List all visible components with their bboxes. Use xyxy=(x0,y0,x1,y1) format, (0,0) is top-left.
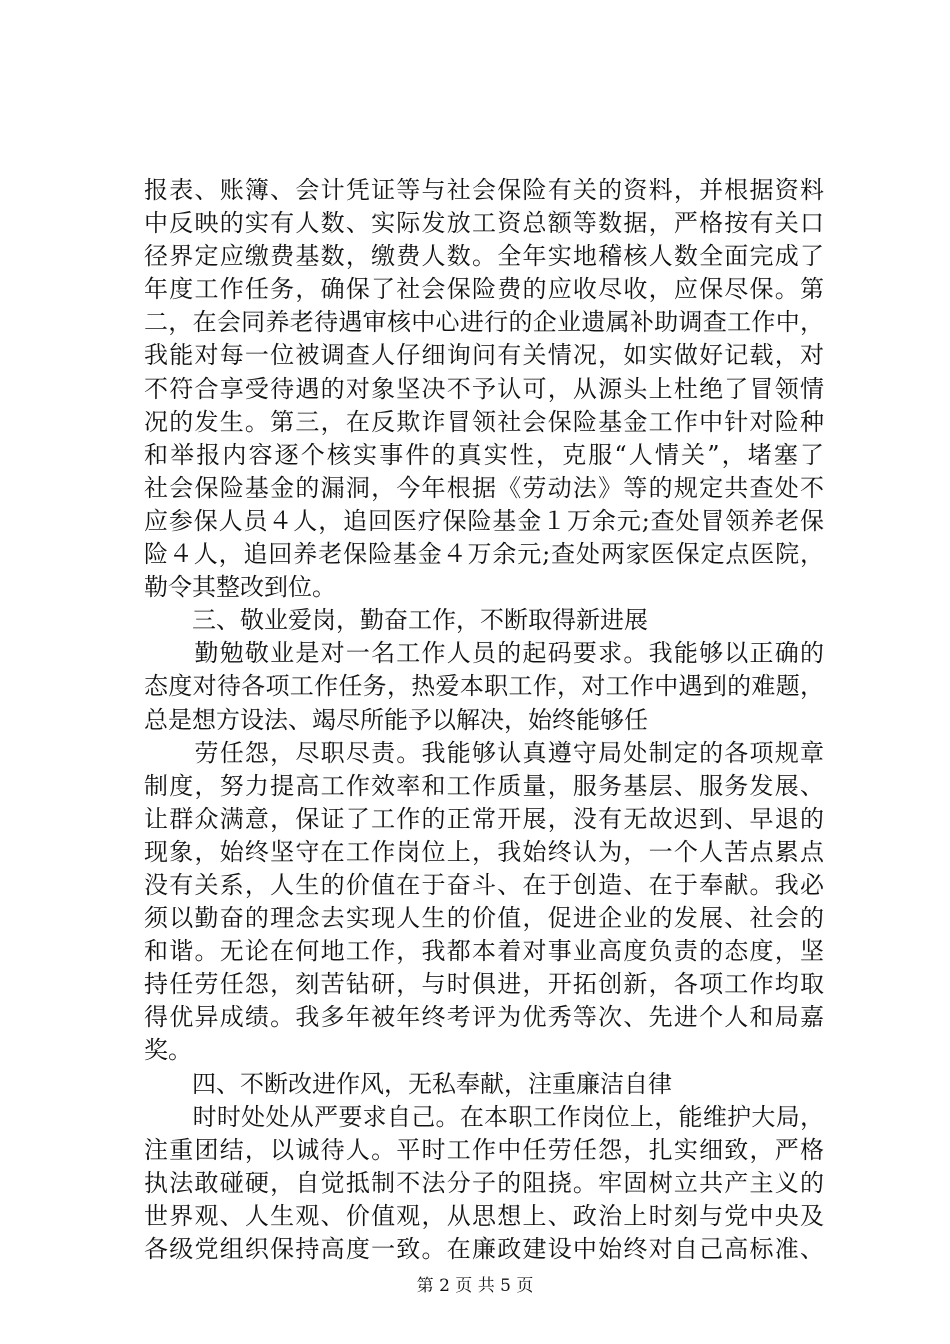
text-line: 报表、账簿、会计凭证等与社会保险有关的资料，并根据资料 xyxy=(144,176,824,204)
text-line: 和举报内容逐个核实事件的真实性，克服“人情关”，堵塞了 xyxy=(144,440,824,469)
text-line: 持任劳任怨，刻苦钻研，与时俱进，开拓创新，各项工作均取 xyxy=(144,970,824,999)
page-footer: 第 2 页 共 5 页 xyxy=(416,1276,534,1296)
text-line: 奖。 xyxy=(144,1036,192,1065)
text-line: 得优异成绩。我多年被年终考评为优秀等次、先进个人和局嘉 xyxy=(144,1003,824,1032)
text-line: 况的发生。第三，在反欺诈冒领社会保险基金工作中针对险种 xyxy=(144,407,824,436)
text-line: 径界定应缴费基数，缴费人数。全年实地稽核人数全面完成了 xyxy=(144,242,824,271)
text-line: 应参保人员４人，追回医疗保险基金１万余元;查处冒领养老保 xyxy=(144,506,824,535)
text-line: 世界观、人生观、价值观，从思想上、政治上时刻与党中央及 xyxy=(144,1201,824,1230)
text-line: 注重团结，以诚待人。平时工作中任劳任怨，扎实细致，严格 xyxy=(144,1135,824,1164)
text-line: 三、敬业爱岗，勤奋工作，不断取得新进展 xyxy=(144,606,648,635)
text-line: 执法敢碰硬，自觉抵制不法分子的阻挠。牢固树立共产主义的 xyxy=(144,1168,824,1197)
body-text xyxy=(144,174,824,1266)
text-line: 不符合享受待遇的对象坚决不予认可，从源头上杜绝了冒领情 xyxy=(144,374,824,403)
text-line: 勒令其整改到位。 xyxy=(144,573,336,602)
text-line: 勤勉敬业是对一名工作人员的起码要求。我能够以正确的 xyxy=(144,639,824,668)
text-line: 让群众满意，保证了工作的正常开展，没有无故迟到、早退的 xyxy=(144,804,824,833)
text-line: 没有关系，人生的价值在于奋斗、在于创造、在于奉献。我必 xyxy=(144,870,824,899)
text-line: 劳任怨，尽职尽责。我能够认真遵守局处制定的各项规章 xyxy=(144,738,824,767)
text-line: 总是想方设法、竭尽所能予以解决，始终能够任 xyxy=(144,705,648,734)
text-line: 和谐。无论在何地工作，我都本着对事业高度负责的态度，坚 xyxy=(144,937,824,966)
text-line: 中反映的实有人数、实际发放工资总额等数据，严格按有关口 xyxy=(144,209,824,238)
text-line: 险４人，追回养老保险基金４万余元;查处两家医保定点医院， xyxy=(144,540,824,569)
text-line: 四、不断改进作风，无私奉献，注重廉洁自律 xyxy=(144,1069,672,1098)
text-line: 各级党组织保持高度一致。在廉政建设中始终对自己高标准、 xyxy=(144,1235,824,1263)
text-line: 社会保险基金的漏洞，今年根据《劳动法》等的规定共查处不 xyxy=(144,473,824,502)
text-line: 态度对待各项工作任务，热爱本职工作，对工作中遇到的难题， xyxy=(144,672,824,701)
text-line: 须以勤奋的理念去实现人生的价值，促进企业的发展、社会的 xyxy=(144,904,824,933)
text-line: 制度，努力提高工作效率和工作质量，服务基层、服务发展、 xyxy=(144,771,824,800)
text-line: 现象，始终坚守在工作岗位上，我始终认为，一个人苦点累点 xyxy=(144,837,824,866)
text-line: 年度工作任务，确保了社会保险费的应收尽收，应保尽保。第 xyxy=(144,275,824,304)
text-line: 时时处处从严要求自己。在本职工作岗位上，能维护大局， xyxy=(144,1102,824,1131)
text-line: 我能对每一位被调查人仔细询问有关情况，如实做好记载，对 xyxy=(144,341,824,370)
text-line: 二，在会同养老待遇审核中心进行的企业遗属补助调查工作中， xyxy=(144,308,824,337)
